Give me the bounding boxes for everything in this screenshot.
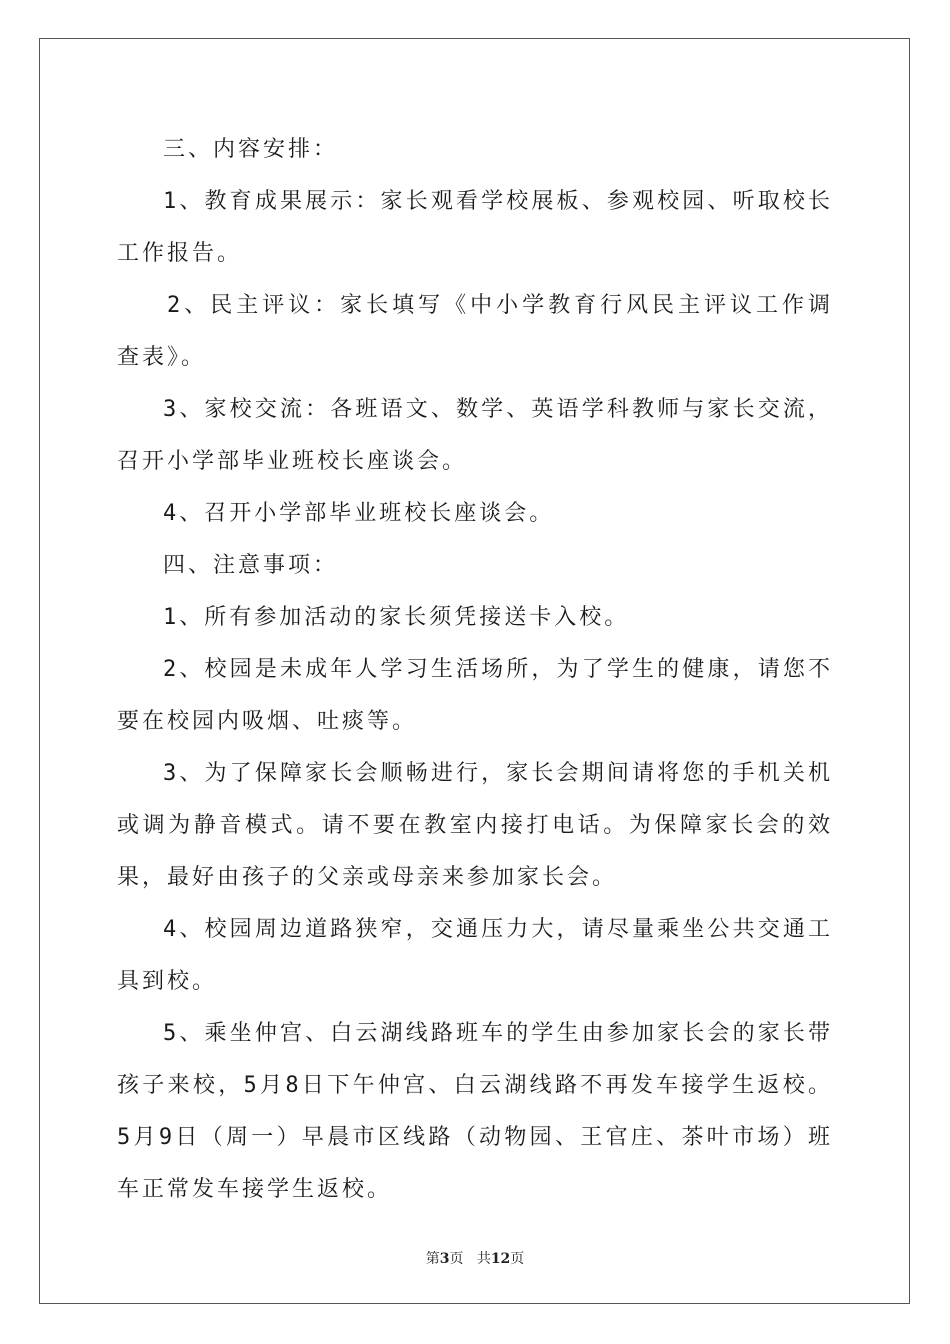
note-item-5: 5、乘坐仲宫、白云湖线路班车的学生由参加家长会的家长带孩子来校，5月8日下午仲宫、白云湖线路不再发车接学生返校。5月9日（周一）早晨市区线路（动物园、王官庄、茶叶市场）班车正常发车接学生返校。 <box>117 1021 833 1202</box>
note-item-1: 1、所有参加活动的家长须凭接送卡入校。 <box>163 605 630 630</box>
footer-page-prefix: 第 <box>425 1251 440 1267</box>
paragraph-item-1: 1、教育成果展示：家长观看学校展板、参观校园、听取校长工作报告。 <box>117 189 833 266</box>
paragraph-item-4: 4、召开小学部毕业班校长座谈会。 <box>163 501 555 526</box>
section-heading-notes: 四、注意事项： <box>163 553 339 578</box>
page-footer <box>0 1248 950 1268</box>
paragraph-item-2: 2、民主评议：家长填写《中小学教育行风民主评议工作调查表》。 <box>117 293 833 370</box>
note-item-3: 3、为了保障家长会顺畅进行，家长会期间请将您的手机关机或调为静音模式。请不要在教室内接打电话。为保障家长会的效果，最好由孩子的父亲或母亲来参加家长会。 <box>117 761 833 890</box>
footer-page-suffix: 页 <box>449 1251 464 1267</box>
document-body <box>117 124 833 1216</box>
paragraph-item-3: 3、家校交流：各班语文、数学、英语学科教师与家长交流，召开小学部毕业班校长座谈会。 <box>117 397 833 474</box>
footer-page-current: 3 <box>439 1251 450 1267</box>
note-item-4: 4、校园周边道路狭窄，交通压力大，请尽量乘坐公共交通工具到校。 <box>117 917 833 994</box>
footer-total-prefix: 共 <box>476 1251 491 1267</box>
note-item-2: 2、校园是未成年人学习生活场所，为了学生的健康，请您不要在校园内吸烟、吐痰等。 <box>117 657 833 734</box>
footer-total-suffix: 页 <box>510 1251 525 1267</box>
section-heading-content: 三、内容安排： <box>163 137 339 162</box>
footer-page-total: 12 <box>490 1251 511 1267</box>
